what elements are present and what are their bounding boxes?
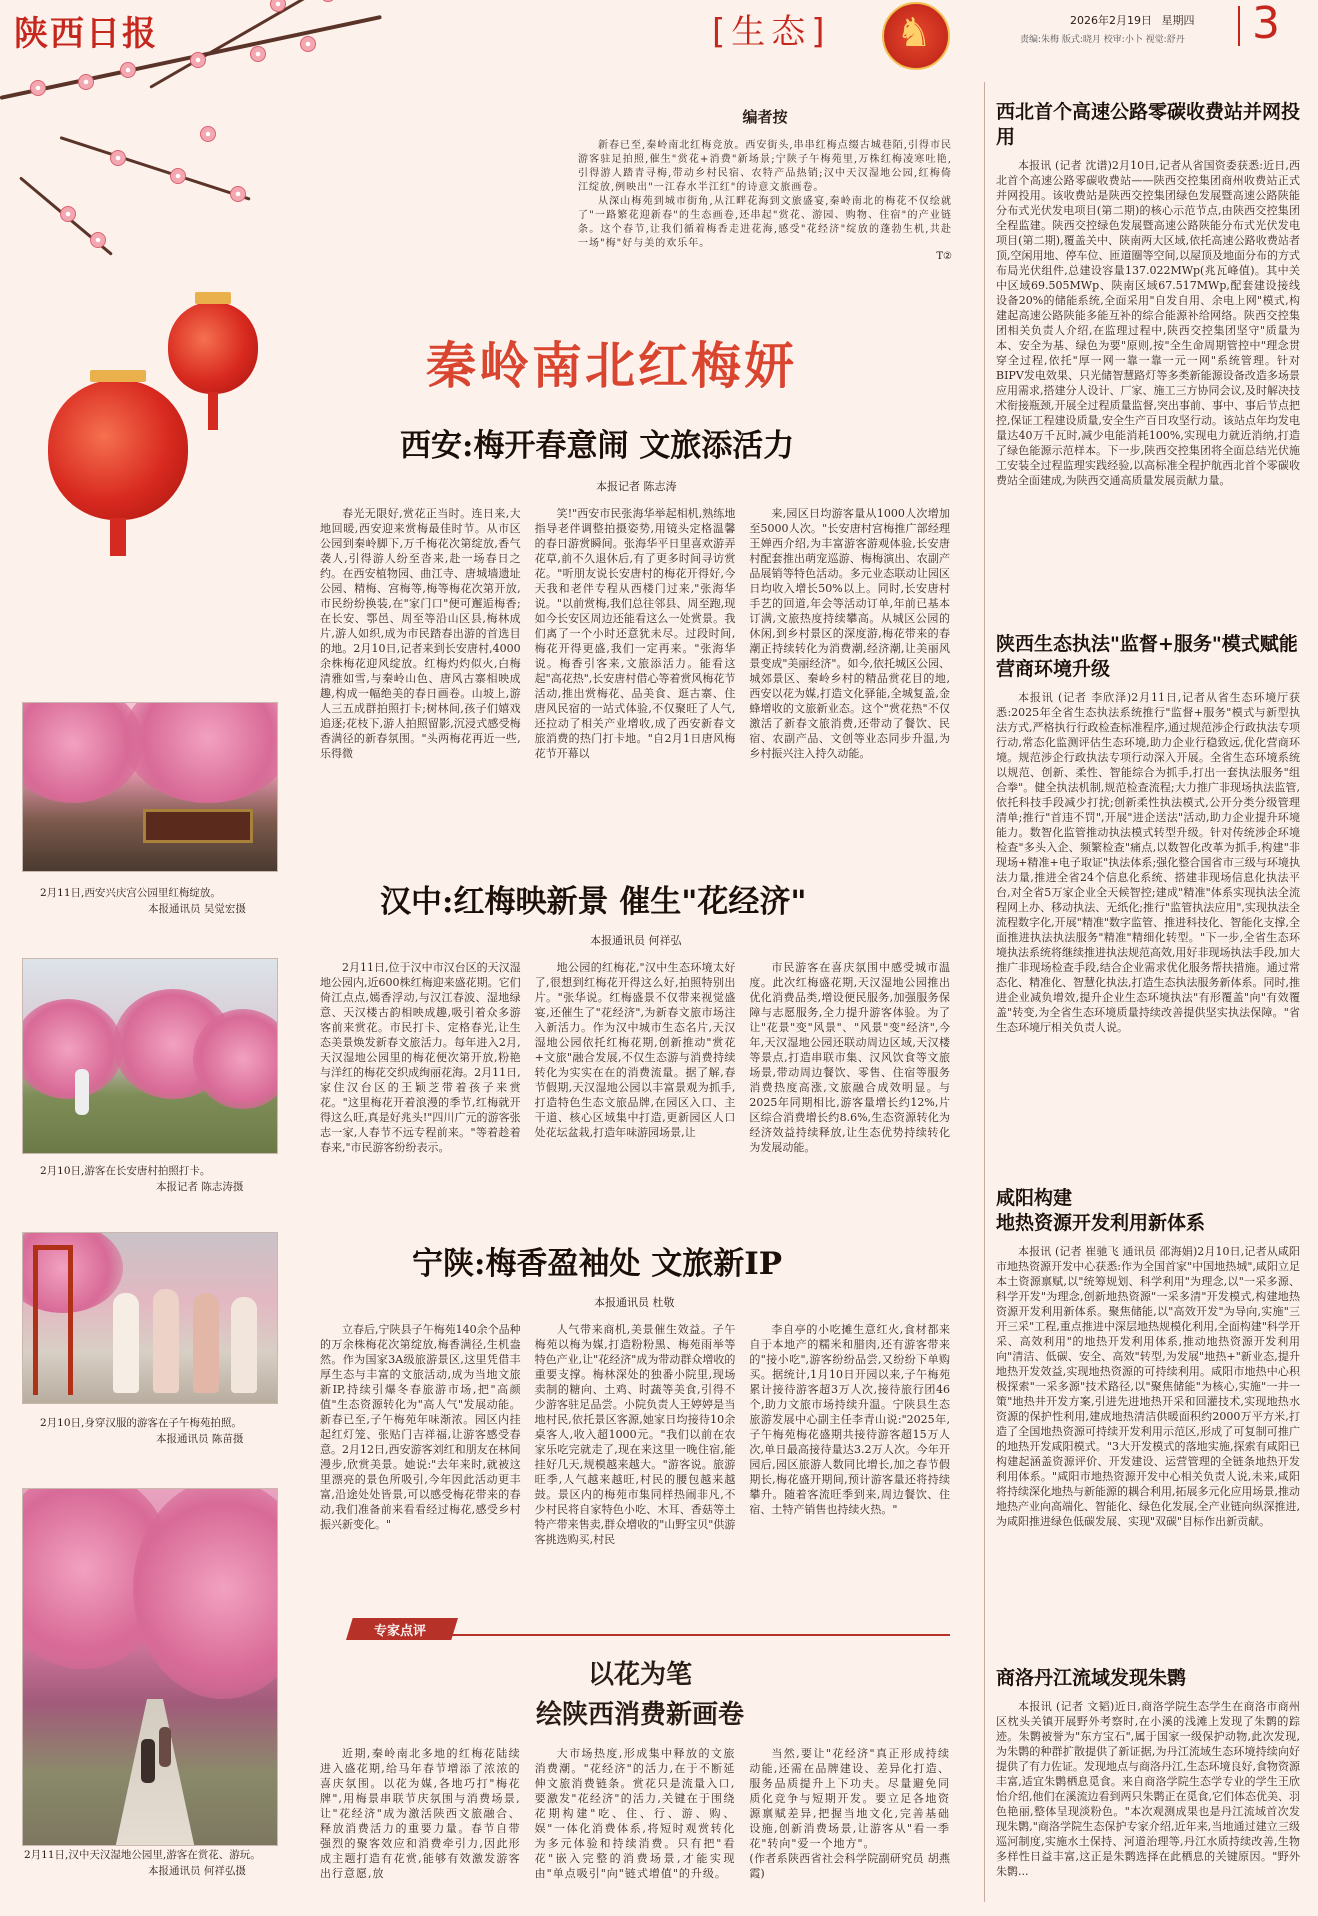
- article-zero-carbon-title: 西北首个高速公路零碳收费站并网投用: [996, 101, 1301, 148]
- ningshan-col3: 李自亭的小吃摊生意红火,食材都来自于本地产的糯米和腊肉,还有游客带来的"接小吃",游客纷纷品尝,又纷纷下单购买。据统计,1月10日开园以来,子午梅苑累计接待游客超3万人次,接待旅行团46个,助力文旅市场持续升温。宁陕县生态旅游发展中心副主任李青山说:"2025年,子午梅苑梅花盛期共接待游客超15万人次,单日最高接待量达3.2万人次。今年开园后,园区旅游人数同比增长,加之春节假期长,梅花盛开期间,预计游客量还将持续攀升。随着客流旺季到来,周边餐饮、住宿、土特产销售也持续火热。": [749, 1323, 951, 1516]
- park-photo-caption: 2月11日,汉中天汉湿地公园里,游客在赏花、游玩。: [24, 1849, 261, 1861]
- ningshan-col1: 立春后,宁陕县子午梅苑140余个品种的万余株梅花次第绽放,梅香满径,生机盎然。作为国家3A级旅游景区,这里凭借丰厚生态与丰富的文旅活动,成为当地文旅新IP,持续引爆冬春旅游市场,把"高颜值"生态资源转化为"高人气"发展动能。新春已至,子午梅苑年味渐浓。园区内挂起红灯笼、张贴门吉祥福,让游客感受春意。2月12日,西安游客刘红和朋友在林间漫步,欣赏美景。她说:"去年来时,就被这里漂亮的景色所吸引,今年因此活动更丰富,沿途处处皆景,可以感受梅花带来的春动,我们准备前来看看经过梅花,感受乡村振兴新变化。": [320, 1323, 521, 1531]
- hanzhong-byline: 本报通讯员 何祥弘: [590, 934, 682, 947]
- article-geothermal-body: 本报讯 (记者 崔驰飞 通讯员 邵海娟)2月10日,记者从咸阳市地热资源开发中心获悉:作为全国首家"中国地热城",咸阳立足本土资源禀赋,以"统筹规划、科学利用"为理念,以"一采多源、科学开发"为理念,创新地热资源"一采多清"开发模式,构建地热资源开发利用新体系。聚焦储能,以"高效开发"为导向,实施"三开三采"工程,重点推进中深层地热规模化利用,全面构建"科学开采、高效利用"的地热开发利用体系,推动地热资源开发利用向"清洁、低碳、安全、高效"转型,为发展"地热+"新业态,提升地热开发效益,实现地热资源的可持续利用。咸阳市地热中心积极探索"一采多源"技术路径,以"聚焦储能"为核心,实施"一井一策"地热井开发方案,引进先进地热开采和回灌技术,实现地热水资源的保护性利用,建成地热清洁供暖面积约2000万平方米,打造了全国地热资源可持续开发利用示范区,形成了可复制可推广的地热开发咸阳模式。"3大开发模式的落地实施,探索有咸阳已构建起涵盖资源评价、开发建设、运营管理的全链条地热开发利用体系。"咸阳市地热资源开发中心相关负责人说,未来,咸阳将持续深化地热与新能源的耦合利用,拓展多元化应用场景,推动地热产业向高端化、智能化、绿色化发展,全产业链向纵深推进,为咸阳推进绿色低碳发展、实现"双碳"目标作出新贡献。: [996, 1245, 1300, 1528]
- article-ibis-body: 本报讯 (记者 文韬)近日,商洛学院生态学生在商洛市商州区枕头关镇开展野外考察时,在小溪的浅滩上发现了朱鹮的踪迹。朱鹮被誉为"东方宝石",属于国家一级保护动物,此次发现,为朱鹮的种群扩散提供了新证据,为丹江流域生态环境持续向好提供了有力佐证。发现地点与商洛丹江,生态环境良好,食物资源丰富,适宜朱鹮栖息觅食。来自商洛学院生态学专业的学生王欣怡介绍,他们在溪流边看到两只朱鹮正在觅食,它们体态优美、羽色艳丽,整体呈现淡粉色。"本次观测成果也是丹江流域首次发现朱鹮,"商洛学院生态保护专家介绍,近年来,当地通过建立三级巡河制度,实施水土保持、河道治理等,丹江水质持续改善,生物多样性日益丰富,这正是朱鹮选择在此栖息的关键原因。"野外朱鹮...: [996, 1700, 1300, 1878]
- xian-photo-caption: 2月11日,西安兴庆宫公园里红梅绽放。: [40, 887, 221, 899]
- column-divider: [984, 82, 985, 1902]
- xian-photo-credit: 本报通讯员 吴觉宏摄: [148, 903, 246, 915]
- editor-note: [578, 106, 952, 262]
- expert-title-1: 以花为笔: [587, 1660, 692, 1690]
- article-enforcement-body: 本报讯 (记者 李欣泽)2月11日,记者从省生态环境厅获悉:2025年全省生态执法系统推行"监督+服务"模式与新型执法方式,严格执行行政检查标准程序,通过规范涉企行政执法专项行动,常态化监测评估生态环境,助力企业行稳致远,优化营商环境。规范涉企行政执法专项行动深入开展。全省生态环境系统以规范、创新、柔性、智能综合为抓手,打出一套执法服务"组合拳"。健全执法机制,规范检查流程;大力推广非现场执法监管,依托科技手段减少打扰;创新柔性执法模式,公开分类分级管理清单;推行"首违不罚",开展"进企送法"活动,助力企业提升环境能力。数智化监管推动执法模式转型升级。针对传统涉企环境检查"多头入企、频繁检查"痛点,以数智化改革为抓手,构建"非现场+精准+电子取证"执法体系;强化整合国省市三级与环境执法力量,推进全省24个信息化系统、搭建非现场信息化执法平台,对全省5万家企业全天候智控;建成"精准"体系实现执法全流程网上办、移动执法、无纸化;推行"监管执法应用",实现执法全流程数字化,开展"精准"数字监管、推进科技化、智能化支撑,全面推进执法执法服务"精准"精细化转型。"下一步,全省生态环境执法系统将继续推进执法规范高效,用好非现场执法手段,加大推广非现场检查手段,结合企业需求优化服务帮扶措施。通过常态化、精准化、智慧化执法,打造生态执法服务新体系。同时,推进企业减负增效,提升企业生态环境执法"有形覆盖"向"有效覆盖"转变,为全省生态环境质量持续改善提供坚实执法保障。"省生态环境厅相关负责人说。: [996, 691, 1300, 1034]
- hanfu-photo: [22, 1232, 278, 1404]
- editor-note-p1: 新春已至,秦岭南北红梅竞放。西安街头,串串红梅点缀古城巷陌,引得市民游客驻足拍照,催生"赏花+消费"新场景;宁陕子午梅苑里,万株红梅凌寒吐艳,引得游人踏青寻梅,带动乡村民宿、农特产品热销;汉中天汉湿地公园,红梅倚江绽放,例映出"一江春水半江红"的诗意文旅画卷。: [578, 140, 952, 193]
- hanzhong-body: [320, 960, 950, 1185]
- xian-col2: 笑!"西安市民张海华举起相机,熟练地指导老伴调整拍摄姿势,用镜头定格温馨的春日游赏瞬间。张海华平日里喜欢游弄花草,前不久退休后,有了更多时间寻访赏花。"听朋友说长安唐村的梅花开得好,今天我和老伴专程从西楼门过来,"张海华说。"以前赏梅,我们总往邻县、周至跑,现如今长安区周边还能看这么一处赏景。我们离了一个小时还意犹未尽。过段时间,梅花开得更盛,我们一定再来。"张海华说。梅香引客来,文旅添活力。能看这起"高花热",长安唐村借心等着赏风梅花节活动,推出赏梅花、品美食、逛古寨、住唐风民宿的一站式体验,不仅聚旺了人气,还拉动了相关产业增收,成了西安新春文旅消费的热门打卡地。"自2月1日唐风梅花节开幕以: [534, 507, 736, 760]
- xian-byline: 本报记者 陈志涛: [596, 480, 677, 493]
- newspaper-logo: 陕西日报: [14, 14, 158, 54]
- hanzhong-headline: 汉中:红梅映新景 催生"花经济": [380, 884, 807, 920]
- ningshan-byline: 本报通讯员 杜敬: [594, 1296, 675, 1309]
- article-zero-carbon-body: 本报讯 (记者 沈谱)2月10日,记者从省国资委获悉:近日,西北首个高速公路零碳收费站——陕西交控集团商州收费站正式并网投用。该收费站是陕西交控集团绿色发展暨高速公路陕能分布式光伏发电项目(第二期)的核心示范节点,由陕西交控集团全程监建。陕西交控绿色发展暨高速公路陕能分布式光伏发电项目(第二期),覆盖关中、陕南两大区域,依托高速公路收费站者顶,空闲用地、停车位、匝道圈等空间,以屋顶及地面分布的方式布局光伏组件,总建设容量137.022MWp(兆瓦峰值)。其中关中区域69.505MWp、陕南区域67.517MWp,配套建设接线设备20%的储能系统,全面采用"自发自用、余电上网"模式,构建起高速公路陕能多能互补的综合能源补给网络。陕西交控集团相关负责人介绍,在监理过程中,陕西交控集团坚守"质量为本、安全为基、绿色为要"原则,按"全生命周期管控中"理念贯穿全过程,依托"厚一网一靠一靠一元一网"系统管理。针对BIPV发电效果、只光储智慧路灯等多类新能源设备改造多场景应用需求,搭建分人设计、厂家、施工三方协同会议,及时解决技术衔接瓶颈,开展全过程质量监督,突出事前、事中、事后节点把控,保证工程建设质量,安全生产百日攻坚行动。该站点年均发电量达40万千瓦时,减少电能消耗100%,实现电力就近消纳,打造了绿色能源示范样本。下一步,陕西交控集团将全面总结光伏施工安装全过程监理实践经验,以高标准全程护航西北首个零碳收费站全面建成,为陕西交通高质量发展贡献力量。: [996, 159, 1300, 487]
- xian-photo: [22, 702, 278, 872]
- hanzhong-col3: 市民游客在喜庆氛围中感受城市温度。此次红梅盛花期,天汉湿地公园推出优化消费品类,增设便民服务,加强服务保障与志愿服务,全力提升游客体验。为了让"花景"变"风景"、"风景"变"经济",今年,天汉湿地公园还联动周边区域,天汉楼等景点,打造串联市集、汉风饮食等文旅场景,带动周边餐饮、零售、住宿等服务消费热度高涨,文旅融合成效明显。与2025年同期相比,游客量增长约12%,片区综合消费增长约8.6%,生态资源转化为经济效益持续释放,让生态优势持续转化为发展动能。: [749, 961, 951, 1154]
- editor-note-title: 编者按: [742, 108, 788, 126]
- orchard-photo-caption: 2月10日,游客在长安唐村拍照打卡。: [40, 1165, 211, 1177]
- expert-body: [320, 1746, 950, 1906]
- gate-plaque: [143, 809, 253, 843]
- red-pavilion: [33, 1245, 73, 1395]
- article-enforcement-title: 陕西生态执法"监督+服务"模式赋能营商环境升级: [996, 633, 1298, 680]
- weekday-text: 星期四: [1161, 14, 1195, 27]
- horse-emblem: [882, 2, 950, 70]
- hanzhong-col1: 2月11日,位于汉中市汉台区的天汉湿地公园内,近600株红梅迎来盛花期。它们倚江点点,嫣香浮动,与汉江春波、湿地绿意、天汉楼古韵相映成趣,吸引着众多游客前来赏花。市民打卡、定格春光,让生态美景焕发新春文旅活力。每年进入2月,天汉湿地公园里的梅花便次第开放,粉艳与洋红的梅花交织成绚丽花海。2月11日,家住汉台区的王颖芝带着孩子来赏花。"这里梅花开着浪漫的季节,红梅就开得这么旺,真是好兆头!"四川广元的游客张志一家,人春节不远专程前来。"等着趁着春来,"市民游客纷纷表示。: [320, 961, 521, 1154]
- editor-note-p2: 从深山梅苑到城市街角,从江畔花海到文旅盛宴,秦岭南北的梅花不仅绘就了"一路繁花迎新春"的生态画卷,还串起"赏花、游园、购物、住宿"的产业链条。这个春节,让我们循着梅香走进花海,感受"花经济"绽放的蓬勃生机,共赴一场"梅"好与美的欢乐年。: [578, 196, 952, 249]
- hanzhong-col2: 地公园的红梅花,"汉中生态环境太好了,很想到红梅花开得这么好,拍照特别出片。"张华说。红梅盛景不仅带来视觉盛宴,还催生了"花经济",为新春文旅市场注入新活力。作为汉中城市生态名片,天汉湿地公园依托红梅花期,创新推动"赏花+文旅"融合发展,不仅生态游与消费持续转化为实实在在的消费流量。据了解,春节假期,天汉湿地公园以丰富景观为抓手,打造特色生态文旅品牌,在园区入口、主干道、核心区域集中打造,更新园区人口处花坛盆栽,打造年味游园场景,让: [534, 961, 736, 1139]
- page-number-divider: [1238, 6, 1240, 46]
- horse-icon: ♞: [896, 10, 932, 56]
- article-geothermal-title-2: 地热资源开发利用新体系: [996, 1212, 1206, 1234]
- article-ibis-title: 商洛丹江流域发现朱鹮: [996, 1667, 1187, 1689]
- masthead: [0, 0, 1318, 56]
- xian-col1: 春光无限好,赏花正当时。连日来,大地回暖,西安迎来赏梅最佳时节。从市区公园到秦岭脚下,万千梅花次第绽放,香气袭人,引得游人纷至沓来,赴一场春日之约。在西安植物园、曲江寺、唐城墙遗址公园、精梅、宫梅等,梅等梅花次第开放,市民纷纷换装,在"家门口"便可邂逅梅香;在长安、鄠邑、周至等沿山区县,梅林成片,游人如织,成为市民踏春出游的首选目的地。2月10日,记者来到长安唐村,4000余株梅花迎风绽放。红梅灼灼似火,白梅清雅如雪,与秦岭山色、唐风古寨相映成趣,构成一幅绝美的春日画卷。山坡上,游人三五成群拍照打卡;树林间,孩子们嬉戏追逐;花枝下,游人拍照留影,沉浸式感受梅香满径的新春氛围。"头两梅花再近一些,乐得微: [320, 507, 521, 760]
- date-text: 2026年2月19日: [1070, 14, 1152, 27]
- decor-lantern-large: [48, 380, 188, 520]
- editor-note-sign: T②: [936, 251, 952, 262]
- expert-label: 专家点评: [374, 1624, 427, 1639]
- xian-body: [320, 506, 950, 826]
- orchard-photo: [22, 958, 278, 1154]
- hanfu-photo-caption: 2月10日,身穿汉服的游客在子午梅苑拍照。: [40, 1417, 242, 1429]
- expert-title-2: 绘陕西消费新画卷: [535, 1700, 744, 1730]
- park-photo-credit: 本报通讯员 何祥弘摄: [148, 1865, 246, 1877]
- ningshan-headline: 宁陕:梅香盈袖处 文旅新IP: [412, 1246, 783, 1282]
- right-column: [996, 100, 1300, 1916]
- expert-col3: 当然,要让"花经济"真正形成持续动能,还需在品牌建设、差异化打造、服务品质提升上下功夫。尽量避免同质化竞争与短期开发。要立足各地资源禀赋差异,把握当地文化,完善基础设施,创新消费场景,让游客从"看一季花"转向"爱一个地方"。: [749, 1747, 951, 1850]
- article-geothermal-title-1: 咸阳构建: [996, 1187, 1073, 1209]
- decor-lantern-small: [168, 302, 258, 394]
- section-label: [生态]: [712, 12, 831, 52]
- main-title: 秦岭南北红梅妍: [426, 337, 797, 395]
- issue-date: [1070, 12, 1195, 28]
- xian-col3: 来,园区日均游客量从1000人次增加至5000人次。"长安唐村宫梅推广部经理王婵西介绍,为丰富游客游观体验,长安唐村配套推出萌宠巡游、梅梅演出、农副产品展销等特色活动。多元业态联动让园区日均收入增长50%以上。同时,长安唐村手艺的回道,年会等活动订单,年前已基本订满,文旅热度持续攀高。从城区公园的休闲,到乡村景区的深度游,梅花带来的春潮正持续转化为消费潮,经济潮,让美丽风景变成"美丽经济"。如今,依托城区公园、城郊景区、秦岭乡村的精品赏花目的地,西安以花为媒,打造文化驿能,全城复盖,金蜂增收的文旅新业态。这个"赏花热"不仅激活了新春文旅消费,还带动了餐饮、民宿、农副产品、文创等业态同步升温,为乡村振兴注入持久动能。: [749, 507, 951, 760]
- ningshan-body: [320, 1322, 950, 1577]
- ningshan-col2: 人气带来商机,美景催生效益。子午梅苑以梅为媒,打造粉粉黑、梅苑雨举等特色产业,让"花经济"成为带动群众增收的重要支撑。梅林深处的独番小院里,现场卖制的糖向、土鸡、时蔬等美食,引得不少游客驻足品尝。小院负责人王婷婷是当地村民,依托景区客源,她家日均接待10余桌客人,收入超1000元。"我们以前在农家乐吃完就走了,现在来这里一晚住宿,能挂好几天,规模越来越大。"游客说。旅游旺季,人气越来越旺,村民的腰包越来越鼓。景区内的梅苑市集同样热闹非凡,不少村民将自家特色小吃、木耳、香菇等土特产带来售卖,群众增收的"山野宝贝"供游客挑选购买,村民: [534, 1323, 736, 1546]
- decor-blossom-branch: [0, 56, 380, 336]
- expert-col2: 大市场热度,形成集中释放的文旅消费潮。"花经济"的活力,在于不断延伸文旅消费链条。赏花只是流量入口,要激发"花经济"的活力,关键在于围绕花期构建"吃、住、行、游、购、娱"一体化消费体系,将短时观赏转化为多元体验和持续消费。只有把"看花"嵌入完整的消费场景,才能实现由"单点吸引"向"链式增值"的升级。: [534, 1747, 736, 1880]
- expert-author: (作者系陕西省社会科学院副研究员 胡燕霞): [749, 1852, 951, 1880]
- hanfu-photo-credit: 本报通讯员 陈苗摄: [156, 1433, 244, 1445]
- orchard-photo-credit: 本报记者 陈志涛摄: [156, 1181, 244, 1193]
- page-number: 3: [1252, 0, 1280, 49]
- expert-col1: 近期,秦岭南北多地的红梅花陆续进入盛花期,给马年春节增添了浓浓的喜庆氛围。以花为媒,各地巧打"梅花牌",用梅景串联节庆氛围与消费场景,让"花经济"成为激活陕西文旅融合、释放消费活力的重要力量。春节自带强烈的聚客效应和消费牵引力,因此形成主题打造有花赏,能够有效激发游客出行意愿,放: [320, 1747, 521, 1880]
- visitor-figure: [75, 1069, 89, 1115]
- xian-headline: 西安:梅开春意闹 文旅添活力: [400, 428, 795, 464]
- editors-line: 责编:朱梅 版式:晓月 校审:小卜 视觉:舒丹: [1020, 35, 1185, 45]
